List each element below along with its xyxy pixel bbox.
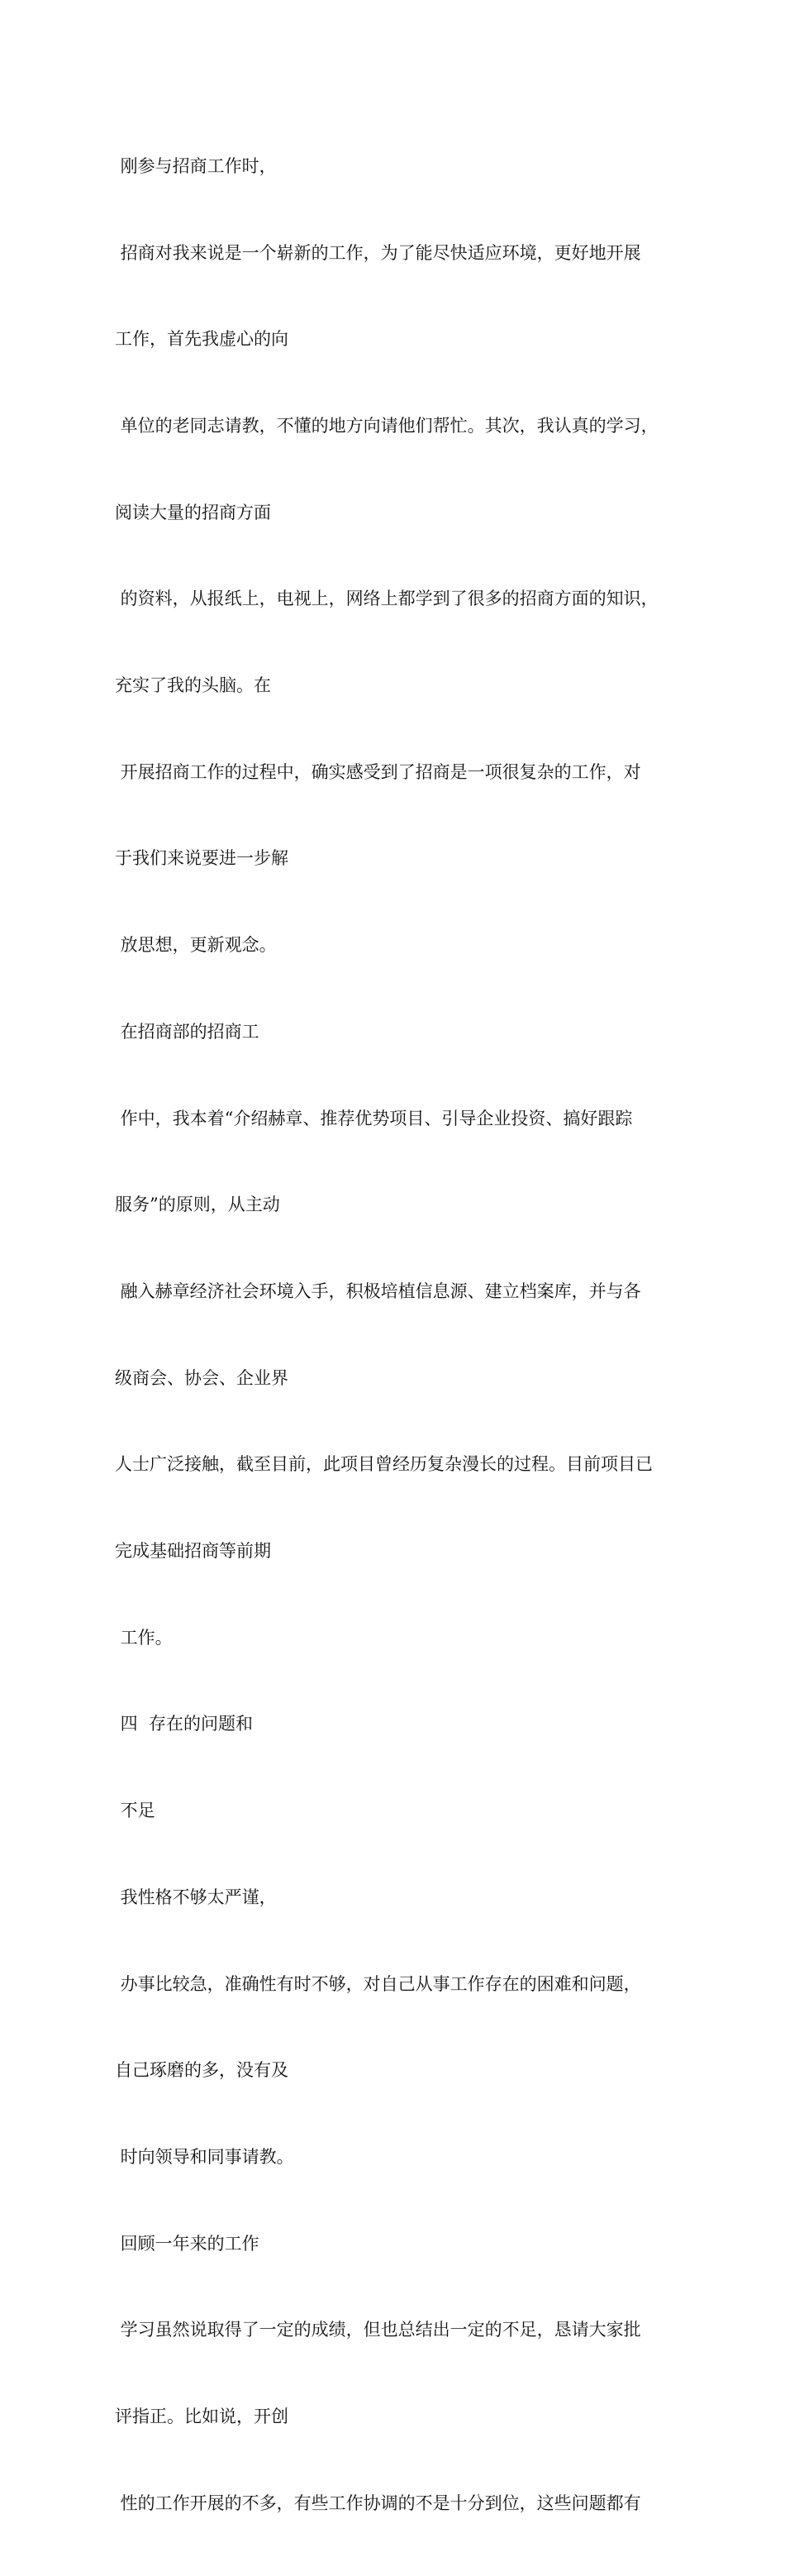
text-line: 回顾一年来的工作	[115, 2233, 259, 2254]
text-line: 级商会、协会、企业界	[115, 1367, 288, 1388]
text-line: 的资料，从报纸上，电视上，网络上都学到了很多的招商方面的知识，	[115, 589, 659, 609]
text-line: 招商对我来说是一个崭新的工作，为了能尽快适应环境，更好地开展	[115, 242, 641, 263]
text-line: 评指正。比如说，开创	[115, 2407, 288, 2427]
text-line: 于我们来说要进一步解	[115, 848, 288, 869]
section-heading: 四 存在的问题和	[115, 1714, 254, 1734]
text-line: 性的工作开展的不多，有些工作协调的不是十分到位，这些问题都有	[115, 2493, 641, 2513]
text-line: 单位的老同志请教，不懂的地方向请他们帮忙。其次，我认真的学习，	[115, 415, 659, 436]
document-body	[115, 94, 685, 2576]
text-line: 在招商部的招商工	[115, 1021, 259, 1042]
text-line: 学习虽然说取得了一定的成绩，但也总结出一定的不足，恳请大家批	[115, 2320, 641, 2340]
text-line: 服务”的原则，从主动	[115, 1195, 280, 1215]
text-line: 工作，首先我虚心的向	[115, 329, 288, 350]
text-line: 刚参与招商工作时，	[115, 155, 277, 176]
text-line: 融入赫章经济社会环境入手，积极培植信息源、建立档案库，并与各	[115, 1281, 641, 1301]
text-line: 作中，我本着“介绍赫章、推荐优势项目、引导企业投资、搞好跟踪	[115, 1108, 633, 1128]
text-line: 工作。	[115, 1627, 173, 1648]
text-line: 阅读大量的招商方面	[115, 502, 271, 522]
text-line: 完成基础招商等前期	[115, 1541, 271, 1562]
text-line: 开展招商工作的过程中，确实感受到了招商是一项很复杂的工作，对	[115, 761, 641, 782]
section-heading: 不足	[115, 1801, 155, 1821]
text-line: 充实了我的头脑。在	[115, 675, 271, 696]
text-line: 我性格不够太严谨，	[115, 1887, 277, 1907]
text-line: 人士广泛接触，截至目前，此项目曾经历复杂漫长的过程。目前项目已	[115, 1454, 653, 1475]
text-line: 自己琢磨的多，没有及	[115, 2060, 288, 2081]
text-line: 办事比较急，准确性有时不够，对自己从事工作存在的困难和问题，	[115, 1973, 641, 1994]
text-line: 放思想，更新观念。	[115, 935, 277, 956]
text-line: 时向领导和同事请教。	[115, 2146, 294, 2167]
